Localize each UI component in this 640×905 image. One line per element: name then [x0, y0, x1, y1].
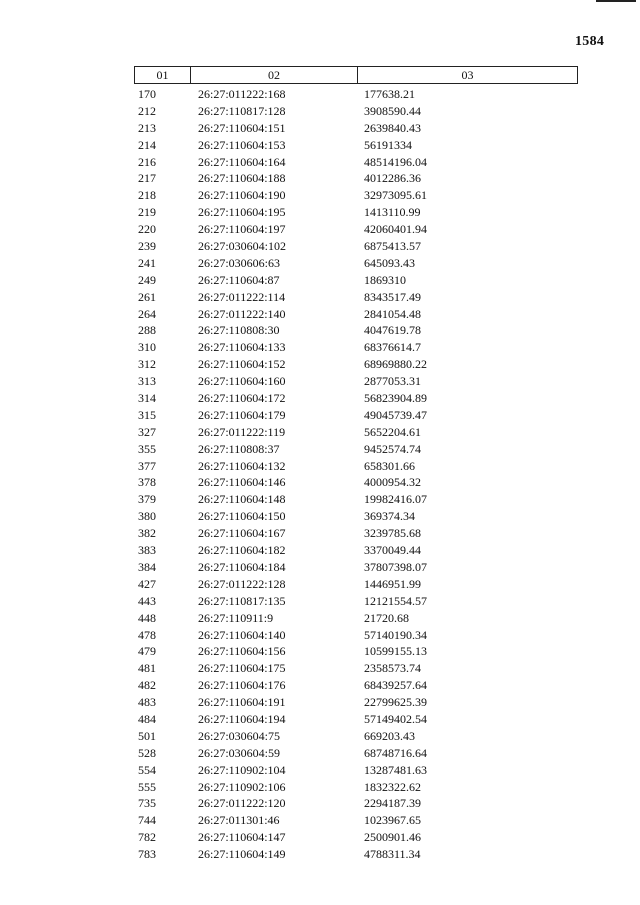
cell-03: 21720.68 [364, 610, 409, 625]
table-row [134, 373, 578, 390]
cell-01: 220 [138, 222, 156, 237]
cell-02: 26:27:110604:188 [198, 171, 286, 186]
cell-02: 26:27:110817:135 [198, 593, 286, 608]
table-row [134, 187, 578, 204]
cell-02: 26:27:110604:149 [198, 847, 286, 862]
cell-01: 327 [138, 424, 156, 439]
table-row [134, 542, 578, 559]
cell-02: 26:27:110902:104 [198, 762, 286, 777]
cell-03: 68969880.22 [364, 357, 427, 372]
cell-03: 12121554.57 [364, 593, 427, 608]
table-row [134, 745, 578, 762]
cell-01: 314 [138, 391, 156, 406]
table-row [134, 795, 578, 812]
cell-02: 26:27:110604:172 [198, 391, 286, 406]
cell-03: 1413110.99 [364, 205, 421, 220]
table-row [134, 86, 578, 103]
cell-03: 13287481.63 [364, 762, 427, 777]
table-row [134, 694, 578, 711]
cell-02: 26:27:110604:151 [198, 120, 286, 135]
cell-02: 26:27:110808:37 [198, 441, 280, 456]
cell-01: 383 [138, 543, 156, 558]
table-row [134, 255, 578, 272]
table-body [134, 86, 578, 863]
cell-03: 57140190.34 [364, 627, 427, 642]
cell-02: 26:27:011222:114 [198, 289, 286, 304]
table-row [134, 170, 578, 187]
table-row [134, 356, 578, 373]
table-row [134, 221, 578, 238]
cell-03: 669203.43 [364, 728, 415, 743]
table-row [134, 508, 578, 525]
cell-02: 26:27:030606:63 [198, 255, 281, 270]
cell-03: 4788311.34 [364, 847, 421, 862]
cell-03: 2639840.43 [364, 120, 421, 135]
table-row [134, 779, 578, 796]
cell-03: 49045739.47 [364, 407, 427, 422]
cell-01: 382 [138, 526, 156, 541]
cell-03: 2294187.39 [364, 796, 421, 811]
cell-02: 26:27:110604:132 [198, 458, 286, 473]
cell-02: 26:27:011222:128 [198, 576, 286, 591]
cell-03: 10599155.13 [364, 644, 427, 659]
cell-01: 735 [138, 796, 156, 811]
cell-03: 2500901.46 [364, 830, 421, 845]
cell-01: 217 [138, 171, 156, 186]
cell-01: 554 [138, 762, 156, 777]
cell-02: 26:27:110902:106 [198, 779, 286, 794]
cell-03: 42060401.94 [364, 222, 427, 237]
cell-01: 478 [138, 627, 156, 642]
table-row [134, 204, 578, 221]
cell-03: 2877053.31 [364, 374, 421, 389]
cell-02: 26:27:030604:59 [198, 745, 281, 760]
cell-03: 3908590.44 [364, 103, 421, 118]
cell-02: 26:27:011222:119 [198, 424, 286, 439]
cell-02: 26:27:110604:194 [198, 711, 286, 726]
cell-02: 26:27:110604:182 [198, 543, 286, 558]
cell-01: 501 [138, 728, 156, 743]
cell-01: 481 [138, 661, 156, 676]
cell-02: 26:27:110604:191 [198, 695, 286, 710]
cell-02: 26:27:011222:120 [198, 796, 286, 811]
table-row [134, 812, 578, 829]
cell-01: 213 [138, 120, 156, 135]
table-row [134, 525, 578, 542]
cell-01: 744 [138, 813, 156, 828]
cell-01: 443 [138, 593, 156, 608]
cell-02: 26:27:110604:160 [198, 374, 286, 389]
cell-03: 68376614.7 [364, 340, 421, 355]
cell-01: 782 [138, 830, 156, 845]
cell-02: 26:27:110604:176 [198, 678, 286, 693]
cell-01: 379 [138, 492, 156, 507]
cell-03: 68439257.64 [364, 678, 427, 693]
cell-03: 1869310 [364, 272, 406, 287]
cell-02: 26:27:110604:148 [198, 492, 286, 507]
cell-03: 4047619.78 [364, 323, 421, 338]
table-row [134, 610, 578, 627]
column-header-03: 03 [461, 67, 474, 82]
cell-02: 26:27:110604:156 [198, 644, 286, 659]
page-number: 1584 [575, 34, 605, 49]
table-row [134, 846, 578, 863]
cell-02: 26:27:110604:152 [198, 357, 286, 372]
cell-03: 57149402.54 [364, 711, 427, 726]
cell-02: 26:27:110604:87 [198, 272, 280, 287]
table-row [134, 322, 578, 339]
cell-01: 310 [138, 340, 156, 355]
cell-03: 1446951.99 [364, 576, 421, 591]
cell-01: 448 [138, 610, 156, 625]
cell-01: 482 [138, 678, 156, 693]
cell-02: 26:27:110604:133 [198, 340, 286, 355]
table-row [134, 441, 578, 458]
cell-03: 3239785.68 [364, 526, 421, 541]
cell-01: 384 [138, 559, 156, 574]
table-row [134, 491, 578, 508]
cell-02: 26:27:110817:128 [198, 103, 286, 118]
cell-03: 32973095.61 [364, 188, 427, 203]
cell-03: 177638.21 [364, 87, 415, 101]
cell-01: 249 [138, 272, 156, 287]
cell-03: 2358573.74 [364, 661, 421, 676]
table-row [134, 627, 578, 644]
table-row [134, 306, 578, 323]
cell-01: 377 [138, 458, 156, 473]
table-row [134, 829, 578, 846]
cell-01: 219 [138, 205, 156, 220]
cell-02: 26:27:011222:168 [198, 87, 286, 101]
cell-02: 26:27:110604:167 [198, 526, 286, 541]
cell-02: 26:27:030604:75 [198, 728, 281, 743]
cell-01: 214 [138, 137, 156, 152]
cell-02: 26:27:110808:30 [198, 323, 280, 338]
table-row [134, 424, 578, 441]
cell-03: 369374.34 [364, 509, 415, 524]
cell-01: 355 [138, 441, 156, 456]
cell-03: 4000954.32 [364, 475, 421, 490]
table-row [134, 458, 578, 475]
cell-02: 26:27:110604:153 [198, 137, 286, 152]
cell-03: 9452574.74 [364, 441, 421, 456]
cell-01: 528 [138, 745, 156, 760]
table-row [134, 154, 578, 171]
cell-02: 26:27:110604:190 [198, 188, 286, 203]
cell-01: 479 [138, 644, 156, 659]
cell-03: 6875413.57 [364, 239, 421, 254]
cell-03: 2841054.48 [364, 306, 421, 321]
cell-02: 26:27:011222:140 [198, 306, 286, 321]
table-row [134, 677, 578, 694]
column-header-01: 01 [135, 67, 191, 83]
table-row [134, 559, 578, 576]
table-row [134, 643, 578, 660]
cell-01: 261 [138, 289, 156, 304]
table-header [134, 66, 578, 84]
cell-01: 170 [138, 87, 156, 101]
cell-01: 484 [138, 711, 156, 726]
top-rule [596, 0, 636, 2]
cell-02: 26:27:110604:175 [198, 661, 286, 676]
cell-03: 37807398.07 [364, 559, 427, 574]
cell-02: 26:27:110604:146 [198, 475, 286, 490]
cell-03: 56823904.89 [364, 391, 427, 406]
cell-01: 555 [138, 779, 156, 794]
table-row [134, 137, 578, 154]
table-row [134, 339, 578, 356]
table-row [134, 120, 578, 137]
cell-01: 427 [138, 576, 156, 591]
cell-03: 56191334 [364, 137, 412, 152]
table-row [134, 390, 578, 407]
cell-02: 26:27:011301:46 [198, 813, 280, 828]
cell-02: 26:27:110604:197 [198, 222, 286, 237]
cell-03: 48514196.04 [364, 154, 427, 169]
cell-01: 216 [138, 154, 156, 169]
cell-02: 26:27:110604:195 [198, 205, 286, 220]
cell-01: 783 [138, 847, 156, 862]
table-row [134, 407, 578, 424]
cell-02: 26:27:110604:184 [198, 559, 286, 574]
cell-02: 26:27:110911:9 [198, 610, 274, 625]
cell-03: 22799625.39 [364, 695, 427, 710]
cell-01: 315 [138, 407, 156, 422]
cell-01: 380 [138, 509, 156, 524]
cell-01: 312 [138, 357, 156, 372]
column-header-02: 02 [191, 67, 358, 83]
table-row [134, 272, 578, 289]
cell-02: 26:27:110604:164 [198, 154, 286, 169]
cell-03: 4012286.36 [364, 171, 421, 186]
cell-01: 212 [138, 103, 156, 118]
table-row [134, 593, 578, 610]
table-row [134, 238, 578, 255]
cell-01: 483 [138, 695, 156, 710]
cell-02: 26:27:110604:140 [198, 627, 286, 642]
table-row [134, 728, 578, 745]
cell-03: 3370049.44 [364, 543, 421, 558]
cell-03: 1023967.65 [364, 813, 421, 828]
cell-02: 26:27:110604:150 [198, 509, 286, 524]
cell-03: 8343517.49 [364, 289, 421, 304]
cell-01: 218 [138, 188, 156, 203]
cell-01: 264 [138, 306, 156, 321]
cell-01: 378 [138, 475, 156, 490]
table-row [134, 711, 578, 728]
cell-03: 645093.43 [364, 255, 415, 270]
cell-03: 658301.66 [364, 458, 415, 473]
table-row [134, 103, 578, 120]
table-row [134, 660, 578, 677]
cell-01: 239 [138, 239, 156, 254]
cell-03: 5652204.61 [364, 424, 421, 439]
cell-03: 19982416.07 [364, 492, 427, 507]
table-row [134, 474, 578, 491]
cell-01: 241 [138, 255, 156, 270]
cell-01: 313 [138, 374, 156, 389]
table-row [134, 762, 578, 779]
cell-02: 26:27:110604:179 [198, 407, 286, 422]
cell-02: 26:27:030604:102 [198, 239, 287, 254]
cell-03: 1832322.62 [364, 779, 421, 794]
table-row [134, 576, 578, 593]
cell-02: 26:27:110604:147 [198, 830, 286, 845]
table-row [134, 289, 578, 306]
cell-01: 288 [138, 323, 156, 338]
cell-03: 68748716.64 [364, 745, 427, 760]
